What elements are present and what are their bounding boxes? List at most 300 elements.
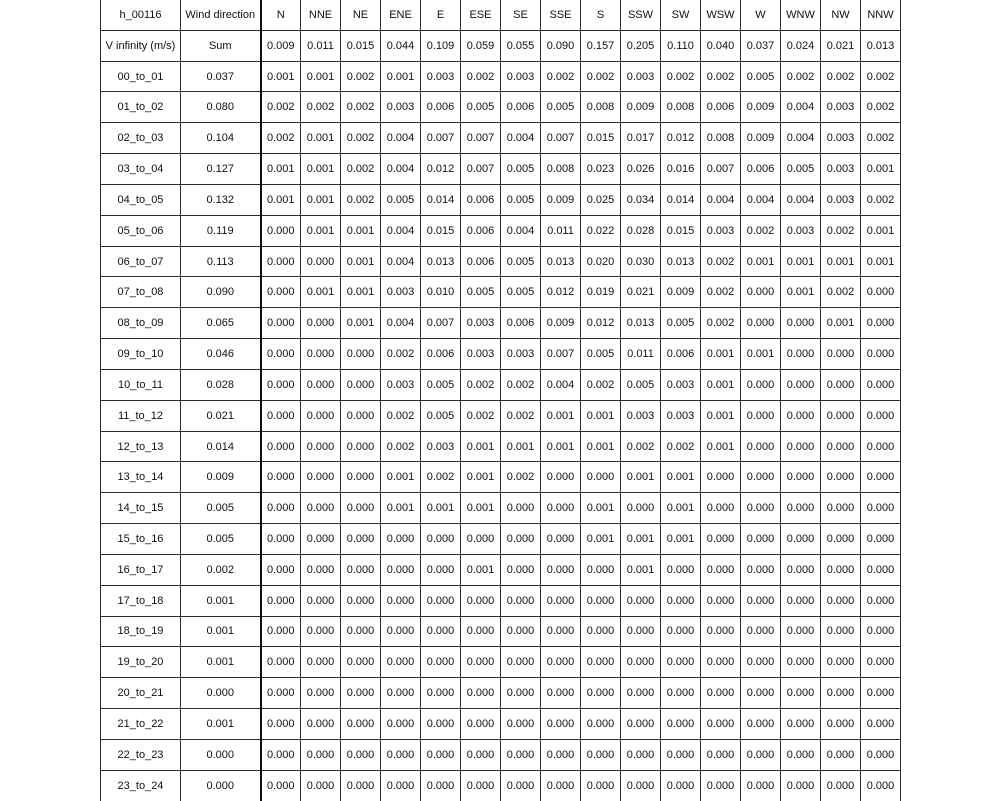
frequency-cell: 0.000 [421, 585, 461, 616]
frequency-cell: 0.013 [621, 308, 661, 339]
frequency-cell: 0.000 [261, 431, 301, 462]
frequency-cell: 0.001 [861, 154, 901, 185]
frequency-cell: 0.007 [461, 154, 501, 185]
row-sum-cell: 0.001 [181, 585, 261, 616]
frequency-cell: 0.000 [501, 709, 541, 740]
table-row [101, 616, 901, 647]
frequency-cell: 0.000 [301, 616, 341, 647]
frequency-cell: 0.030 [621, 246, 661, 277]
frequency-cell: 0.004 [381, 215, 421, 246]
frequency-cell: 0.005 [421, 400, 461, 431]
frequency-cell: 0.000 [781, 462, 821, 493]
frequency-cell: 0.000 [541, 739, 581, 770]
frequency-cell: 0.001 [541, 431, 581, 462]
frequency-cell: 0.000 [301, 585, 341, 616]
frequency-cell: 0.000 [621, 678, 661, 709]
frequency-cell: 0.000 [261, 616, 301, 647]
frequency-cell: 0.002 [701, 308, 741, 339]
frequency-cell: 0.002 [541, 61, 581, 92]
frequency-cell: 0.000 [421, 709, 461, 740]
frequency-cell: 0.000 [661, 647, 701, 678]
frequency-cell: 0.000 [781, 493, 821, 524]
frequency-cell: 0.000 [541, 585, 581, 616]
frequency-cell: 0.003 [661, 400, 701, 431]
frequency-cell: 0.000 [341, 647, 381, 678]
row-sum-cell: 0.001 [181, 616, 261, 647]
frequency-cell: 0.000 [781, 431, 821, 462]
speed-bin-label: 18_to_19 [101, 616, 181, 647]
frequency-cell: 0.001 [581, 400, 621, 431]
direction-header-sw: SW [661, 0, 701, 30]
frequency-cell: 0.002 [341, 154, 381, 185]
frequency-cell: 0.004 [501, 123, 541, 154]
direction-header-nw: NW [821, 0, 861, 30]
direction-sum-cell: 0.090 [541, 30, 581, 61]
frequency-cell: 0.000 [861, 462, 901, 493]
frequency-cell: 0.000 [741, 616, 781, 647]
frequency-cell: 0.000 [301, 678, 341, 709]
direction-header-se: SE [501, 0, 541, 30]
speed-bin-label: 22_to_23 [101, 739, 181, 770]
frequency-cell: 0.012 [421, 154, 461, 185]
frequency-cell: 0.000 [581, 616, 621, 647]
row-sum-cell: 0.046 [181, 339, 261, 370]
frequency-cell: 0.000 [781, 585, 821, 616]
frequency-cell: 0.000 [301, 709, 341, 740]
frequency-cell: 0.009 [541, 184, 581, 215]
frequency-cell: 0.002 [821, 61, 861, 92]
frequency-cell: 0.001 [301, 61, 341, 92]
direction-sum-cell: 0.059 [461, 30, 501, 61]
frequency-cell: 0.000 [741, 739, 781, 770]
frequency-cell: 0.000 [381, 616, 421, 647]
frequency-cell: 0.004 [381, 308, 421, 339]
table-row [101, 92, 901, 123]
frequency-cell: 0.000 [861, 616, 901, 647]
frequency-cell: 0.001 [341, 215, 381, 246]
frequency-cell: 0.000 [261, 647, 301, 678]
frequency-cell: 0.002 [341, 61, 381, 92]
frequency-cell: 0.002 [701, 61, 741, 92]
speed-bin-label: 19_to_20 [101, 647, 181, 678]
frequency-cell: 0.000 [781, 400, 821, 431]
frequency-cell: 0.001 [821, 308, 861, 339]
frequency-cell: 0.000 [341, 616, 381, 647]
frequency-cell: 0.000 [621, 616, 661, 647]
frequency-cell: 0.009 [661, 277, 701, 308]
frequency-cell: 0.000 [701, 647, 741, 678]
frequency-cell: 0.000 [861, 554, 901, 585]
frequency-cell: 0.001 [461, 554, 501, 585]
frequency-cell: 0.000 [661, 739, 701, 770]
frequency-cell: 0.001 [381, 61, 421, 92]
frequency-cell: 0.006 [421, 339, 461, 370]
frequency-cell: 0.000 [261, 277, 301, 308]
frequency-cell: 0.000 [661, 585, 701, 616]
frequency-cell: 0.002 [421, 462, 461, 493]
frequency-cell: 0.001 [581, 524, 621, 555]
frequency-cell: 0.000 [821, 339, 861, 370]
speed-bin-label: 03_to_04 [101, 154, 181, 185]
frequency-cell: 0.000 [581, 739, 621, 770]
frequency-cell: 0.002 [581, 61, 621, 92]
frequency-cell: 0.001 [341, 277, 381, 308]
frequency-cell: 0.000 [861, 739, 901, 770]
frequency-cell: 0.025 [581, 184, 621, 215]
row-sum-cell: 0.037 [181, 61, 261, 92]
frequency-cell: 0.000 [341, 431, 381, 462]
row-sum-cell: 0.113 [181, 246, 261, 277]
frequency-cell: 0.000 [301, 308, 341, 339]
direction-header-s: S [581, 0, 621, 30]
frequency-cell: 0.000 [621, 709, 661, 740]
direction-header-nnw: NNW [861, 0, 901, 30]
direction-sum-cell: 0.040 [701, 30, 741, 61]
frequency-cell: 0.004 [381, 123, 421, 154]
speed-bin-label: 23_to_24 [101, 770, 181, 800]
table-row [101, 308, 901, 339]
frequency-cell: 0.007 [541, 339, 581, 370]
frequency-cell: 0.014 [661, 184, 701, 215]
frequency-cell: 0.001 [301, 277, 341, 308]
frequency-cell: 0.002 [381, 400, 421, 431]
row-sum-cell: 0.104 [181, 123, 261, 154]
frequency-cell: 0.002 [861, 184, 901, 215]
frequency-cell: 0.002 [461, 61, 501, 92]
frequency-cell: 0.000 [581, 678, 621, 709]
frequency-cell: 0.006 [501, 92, 541, 123]
frequency-cell: 0.003 [621, 400, 661, 431]
frequency-cell: 0.003 [381, 277, 421, 308]
row-sum-cell: 0.000 [181, 770, 261, 800]
frequency-cell: 0.000 [741, 493, 781, 524]
frequency-cell: 0.000 [381, 709, 421, 740]
direction-header-e: E [421, 0, 461, 30]
frequency-cell: 0.000 [261, 462, 301, 493]
frequency-cell: 0.001 [581, 431, 621, 462]
frequency-cell: 0.000 [381, 585, 421, 616]
table-row [101, 524, 901, 555]
frequency-cell: 0.000 [781, 339, 821, 370]
speed-bin-label: 14_to_15 [101, 493, 181, 524]
frequency-cell: 0.005 [501, 277, 541, 308]
table-row [101, 585, 901, 616]
frequency-cell: 0.000 [461, 524, 501, 555]
table-row [101, 246, 901, 277]
frequency-cell: 0.000 [821, 369, 861, 400]
frequency-cell: 0.000 [541, 554, 581, 585]
frequency-cell: 0.005 [741, 61, 781, 92]
frequency-cell: 0.000 [461, 709, 501, 740]
frequency-cell: 0.000 [741, 585, 781, 616]
frequency-cell: 0.012 [541, 277, 581, 308]
frequency-cell: 0.000 [821, 431, 861, 462]
frequency-cell: 0.000 [421, 647, 461, 678]
frequency-cell: 0.003 [661, 369, 701, 400]
frequency-cell: 0.000 [341, 400, 381, 431]
speed-bin-label: 11_to_12 [101, 400, 181, 431]
frequency-cell: 0.005 [501, 154, 541, 185]
row-sum-cell: 0.000 [181, 678, 261, 709]
frequency-cell: 0.000 [621, 739, 661, 770]
frequency-cell: 0.002 [461, 400, 501, 431]
frequency-cell: 0.000 [821, 678, 861, 709]
frequency-cell: 0.002 [741, 215, 781, 246]
frequency-cell: 0.000 [501, 616, 541, 647]
table-row [101, 339, 901, 370]
frequency-cell: 0.000 [741, 431, 781, 462]
frequency-cell: 0.002 [381, 431, 421, 462]
frequency-cell: 0.001 [661, 462, 701, 493]
frequency-cell: 0.001 [581, 493, 621, 524]
frequency-cell: 0.000 [501, 770, 541, 800]
direction-sum-cell: 0.013 [861, 30, 901, 61]
frequency-cell: 0.000 [861, 339, 901, 370]
frequency-cell: 0.000 [701, 616, 741, 647]
table-row [101, 647, 901, 678]
frequency-cell: 0.000 [341, 462, 381, 493]
frequency-cell: 0.000 [301, 369, 341, 400]
frequency-cell: 0.000 [261, 585, 301, 616]
frequency-cell: 0.000 [381, 524, 421, 555]
frequency-cell: 0.006 [461, 184, 501, 215]
frequency-cell: 0.002 [461, 369, 501, 400]
frequency-cell: 0.000 [381, 554, 421, 585]
frequency-cell: 0.000 [341, 585, 381, 616]
direction-sum-cell: 0.021 [821, 30, 861, 61]
row-sum-cell: 0.009 [181, 462, 261, 493]
frequency-cell: 0.000 [301, 400, 341, 431]
table-row [101, 462, 901, 493]
frequency-cell: 0.001 [261, 61, 301, 92]
frequency-cell: 0.000 [861, 369, 901, 400]
frequency-cell: 0.000 [741, 647, 781, 678]
table-row [101, 709, 901, 740]
frequency-cell: 0.003 [461, 308, 501, 339]
frequency-cell: 0.000 [541, 770, 581, 800]
row-sum-cell: 0.000 [181, 739, 261, 770]
frequency-cell: 0.001 [381, 493, 421, 524]
frequency-cell: 0.001 [781, 277, 821, 308]
table-row [101, 770, 901, 800]
speed-bin-label: 02_to_03 [101, 123, 181, 154]
frequency-cell: 0.004 [381, 154, 421, 185]
frequency-cell: 0.000 [461, 647, 501, 678]
speed-bin-label: 17_to_18 [101, 585, 181, 616]
frequency-cell: 0.001 [701, 339, 741, 370]
frequency-cell: 0.000 [301, 462, 341, 493]
frequency-cell: 0.000 [741, 678, 781, 709]
frequency-cell: 0.000 [341, 339, 381, 370]
row-sum-cell: 0.127 [181, 154, 261, 185]
frequency-cell: 0.000 [541, 616, 581, 647]
frequency-cell: 0.000 [741, 709, 781, 740]
frequency-cell: 0.000 [261, 678, 301, 709]
frequency-cell: 0.000 [421, 616, 461, 647]
speed-bin-label: 21_to_22 [101, 709, 181, 740]
wind-direction-header: Wind direction [181, 0, 261, 30]
frequency-cell: 0.000 [661, 678, 701, 709]
frequency-cell: 0.012 [661, 123, 701, 154]
frequency-cell: 0.003 [621, 61, 661, 92]
frequency-cell: 0.000 [781, 678, 821, 709]
frequency-cell: 0.000 [621, 493, 661, 524]
frequency-cell: 0.000 [821, 739, 861, 770]
row-sum-cell: 0.090 [181, 277, 261, 308]
frequency-cell: 0.012 [581, 308, 621, 339]
frequency-cell: 0.000 [861, 277, 901, 308]
frequency-cell: 0.000 [701, 585, 741, 616]
speed-bin-label: 15_to_16 [101, 524, 181, 555]
frequency-cell: 0.003 [421, 61, 461, 92]
speed-bin-label: 13_to_14 [101, 462, 181, 493]
frequency-cell: 0.002 [821, 277, 861, 308]
frequency-cell: 0.001 [821, 246, 861, 277]
frequency-cell: 0.001 [741, 246, 781, 277]
row-sum-cell: 0.119 [181, 215, 261, 246]
frequency-cell: 0.000 [821, 616, 861, 647]
frequency-cell: 0.000 [261, 709, 301, 740]
direction-sum-cell: 0.110 [661, 30, 701, 61]
frequency-cell: 0.000 [741, 770, 781, 800]
sum-header: Sum [181, 30, 261, 61]
frequency-cell: 0.005 [461, 92, 501, 123]
frequency-cell: 0.001 [301, 154, 341, 185]
frequency-cell: 0.000 [661, 709, 701, 740]
frequency-cell: 0.000 [621, 585, 661, 616]
frequency-cell: 0.000 [581, 647, 621, 678]
frequency-cell: 0.000 [341, 493, 381, 524]
frequency-cell: 0.005 [661, 308, 701, 339]
direction-sum-cell: 0.109 [421, 30, 461, 61]
frequency-cell: 0.026 [621, 154, 661, 185]
frequency-cell: 0.005 [541, 92, 581, 123]
frequency-cell: 0.000 [341, 709, 381, 740]
frequency-cell: 0.000 [301, 554, 341, 585]
frequency-cell: 0.016 [661, 154, 701, 185]
frequency-cell: 0.000 [461, 770, 501, 800]
frequency-cell: 0.002 [861, 92, 901, 123]
frequency-cell: 0.000 [261, 554, 301, 585]
frequency-cell: 0.000 [741, 308, 781, 339]
frequency-cell: 0.000 [861, 493, 901, 524]
frequency-cell: 0.000 [421, 554, 461, 585]
frequency-cell: 0.006 [421, 92, 461, 123]
frequency-cell: 0.000 [341, 739, 381, 770]
frequency-cell: 0.000 [541, 678, 581, 709]
frequency-cell: 0.011 [621, 339, 661, 370]
frequency-cell: 0.001 [621, 462, 661, 493]
direction-header-nne: NNE [301, 0, 341, 30]
frequency-cell: 0.002 [701, 277, 741, 308]
frequency-cell: 0.000 [781, 524, 821, 555]
frequency-cell: 0.011 [541, 215, 581, 246]
speed-bin-label: 09_to_10 [101, 339, 181, 370]
frequency-cell: 0.000 [821, 709, 861, 740]
frequency-cell: 0.000 [741, 400, 781, 431]
table-row [101, 678, 901, 709]
frequency-cell: 0.000 [541, 709, 581, 740]
frequency-cell: 0.000 [861, 524, 901, 555]
direction-sum-cell: 0.157 [581, 30, 621, 61]
frequency-cell: 0.002 [261, 92, 301, 123]
frequency-cell: 0.003 [421, 431, 461, 462]
frequency-cell: 0.002 [501, 369, 541, 400]
frequency-cell: 0.000 [861, 308, 901, 339]
frequency-cell: 0.003 [821, 154, 861, 185]
frequency-cell: 0.008 [541, 154, 581, 185]
frequency-cell: 0.000 [741, 524, 781, 555]
speed-bin-label: 08_to_09 [101, 308, 181, 339]
wind-table-body [101, 0, 901, 801]
frequency-cell: 0.002 [261, 123, 301, 154]
frequency-cell: 0.000 [781, 369, 821, 400]
frequency-cell: 0.009 [621, 92, 661, 123]
direction-header-n: N [261, 0, 301, 30]
speed-bin-label: 05_to_06 [101, 215, 181, 246]
frequency-cell: 0.007 [461, 123, 501, 154]
frequency-cell: 0.003 [821, 92, 861, 123]
frequency-cell: 0.003 [821, 184, 861, 215]
frequency-cell: 0.001 [701, 400, 741, 431]
frequency-cell: 0.000 [701, 739, 741, 770]
frequency-cell: 0.000 [421, 770, 461, 800]
frequency-cell: 0.000 [861, 770, 901, 800]
frequency-cell: 0.002 [661, 61, 701, 92]
row-sum-cell: 0.021 [181, 400, 261, 431]
header-row [101, 0, 901, 30]
frequency-cell: 0.000 [261, 493, 301, 524]
direction-header-w: W [741, 0, 781, 30]
frequency-cell: 0.004 [381, 246, 421, 277]
frequency-cell: 0.001 [501, 431, 541, 462]
direction-header-wsw: WSW [701, 0, 741, 30]
frequency-cell: 0.000 [861, 585, 901, 616]
speed-bin-label: 10_to_11 [101, 369, 181, 400]
frequency-cell: 0.006 [461, 215, 501, 246]
table-id-cell: h_00116 [101, 0, 181, 30]
frequency-cell: 0.000 [541, 524, 581, 555]
frequency-cell: 0.002 [301, 92, 341, 123]
frequency-cell: 0.000 [261, 400, 301, 431]
frequency-cell: 0.000 [541, 493, 581, 524]
frequency-cell: 0.006 [741, 154, 781, 185]
frequency-cell: 0.001 [381, 462, 421, 493]
frequency-cell: 0.000 [861, 400, 901, 431]
speed-bin-label: 04_to_05 [101, 184, 181, 215]
table-row [101, 215, 901, 246]
frequency-cell: 0.000 [781, 616, 821, 647]
frequency-cell: 0.022 [581, 215, 621, 246]
frequency-cell: 0.000 [501, 585, 541, 616]
frequency-cell: 0.007 [421, 308, 461, 339]
direction-sum-cell: 0.044 [381, 30, 421, 61]
table-row [101, 154, 901, 185]
table-row [101, 493, 901, 524]
frequency-cell: 0.001 [701, 431, 741, 462]
frequency-cell: 0.001 [621, 524, 661, 555]
frequency-cell: 0.000 [861, 647, 901, 678]
frequency-cell: 0.003 [701, 215, 741, 246]
frequency-cell: 0.000 [581, 462, 621, 493]
frequency-cell: 0.000 [821, 647, 861, 678]
table-row [101, 400, 901, 431]
frequency-cell: 0.000 [261, 770, 301, 800]
frequency-cell: 0.000 [341, 678, 381, 709]
frequency-cell: 0.002 [821, 215, 861, 246]
frequency-cell: 0.000 [541, 647, 581, 678]
sum-row [101, 30, 901, 61]
